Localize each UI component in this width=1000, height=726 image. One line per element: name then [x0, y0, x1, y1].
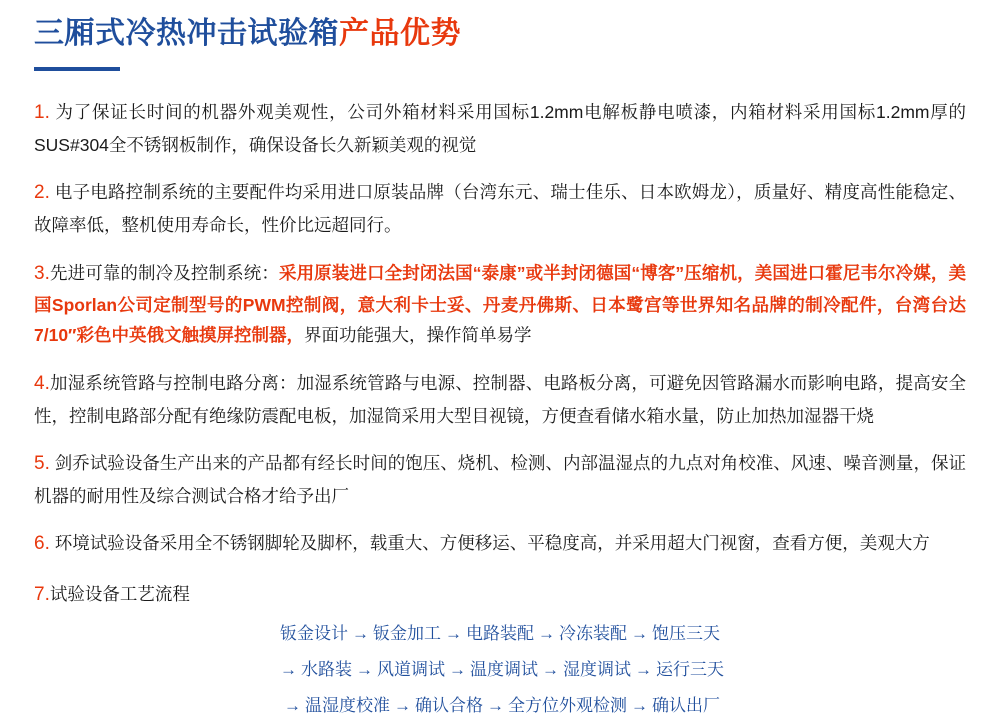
flow-step: 确认合格 [415, 696, 483, 716]
flow-arrow-icon: → [394, 696, 411, 716]
title-block [34, 0, 966, 71]
item-number: 5. [34, 453, 50, 475]
item-number: 3. [34, 262, 50, 284]
flow-step: 饱压三天 [652, 624, 720, 644]
list-item [34, 528, 966, 561]
flow-arrow-icon: → [445, 624, 462, 644]
item-text: 试验设备工艺流程 [49, 583, 190, 604]
flow-arrow-icon: → [284, 696, 301, 716]
item-text: 电子电路控制系统的主要配件均采用进口原装品牌（台湾东元、瑞士佳乐、日本欧姆龙），质量好、精度高性能稳定、故障率低，整机使用寿命长，性价比远超同行。 [34, 182, 966, 235]
flow-step: 运行三天 [656, 660, 724, 680]
list-item [34, 97, 966, 160]
page-title [34, 14, 966, 53]
flow-step: 温湿度校准 [305, 696, 390, 716]
flow-arrow-icon: → [280, 660, 297, 680]
item-number: 1. [34, 102, 50, 123]
flow-step: 电路装配 [466, 624, 534, 644]
advantages-list [34, 97, 966, 611]
flow-step: 确认出厂 [652, 696, 720, 716]
flow-arrow-icon: → [487, 696, 504, 716]
list-item [34, 177, 966, 240]
flow-step: 钣金加工 [373, 624, 441, 644]
item-number: 7. [34, 583, 50, 605]
flow-step: 温度调试 [470, 660, 538, 680]
title-underline-rule [34, 67, 120, 71]
flow-row [34, 652, 966, 688]
item-text: 加湿系统管路与控制电路分离：加湿系统管路与电源、控制器、电路板分离，可避免因管路漏水而影响电路，提高安全性，控制电路部分配有绝缘防震配电板，加湿筒采用大型目视镜，方便查看储水箱水量，防止加热加湿器干烧 [34, 372, 966, 426]
flow-arrow-icon: → [356, 660, 373, 680]
flow-arrow-icon: → [635, 660, 652, 680]
page-title-blue: 三厢式冷热冲击试验箱 [34, 17, 339, 50]
list-item [34, 258, 966, 351]
item-number: 6. [34, 533, 50, 555]
item-text: 为了保证长时间的机器外观美观性，公司外箱材料采用国标1.2mm电解板静电喷漆，内箱材料采用国标1.2mm厚的SUS#304全不锈钢板制作，确保设备长久新颖美观的视觉 [34, 102, 966, 155]
flow-arrow-icon: → [352, 624, 369, 644]
item-number: 4. [34, 372, 50, 394]
page-title-red: 产品优势 [339, 17, 461, 50]
flow-step: 全方位外观检测 [508, 696, 627, 716]
flow-step: 湿度调试 [563, 660, 631, 680]
process-flow-diagram [34, 616, 966, 724]
item-text-after: 界面功能强大，操作简单易学 [303, 325, 532, 346]
flow-step: 冷冻装配 [559, 624, 627, 644]
item-text: 环境试验设备采用全不锈钢脚轮及脚杯，载重大、方便移运、平稳度高，并采用超大门视窗，查看方便，美观大方 [49, 533, 930, 554]
flow-arrow-icon: → [449, 660, 466, 680]
item-text: 先进可靠的制冷及控制系统： [49, 262, 279, 283]
item-text: 剑乔试验设备生产出来的产品都有经长时间的饱压、烧机、检测、内部温湿点的九点对角校准、风速、噪音测量，保证机器的耐用性及综合测试合格才给予出厂 [34, 453, 966, 506]
item-number: 2. [34, 182, 50, 204]
list-item [34, 368, 966, 431]
flow-step: 水路装 [301, 660, 352, 680]
flow-step: 钣金设计 [280, 624, 348, 644]
flow-arrow-icon: → [631, 696, 648, 716]
flow-row [34, 616, 966, 652]
flow-row [34, 688, 966, 724]
flow-step: 风道调试 [377, 660, 445, 680]
flow-arrow-icon: → [542, 660, 559, 680]
list-item [34, 448, 966, 511]
flow-arrow-icon: → [631, 624, 648, 644]
flow-arrow-icon: → [538, 624, 555, 644]
list-item [34, 579, 966, 612]
item-highlight-text: 采用原装进口全封闭法国“泰康”或半封闭德国“博客”压缩机，美国进口霍尼韦尔冷媒，美国Sporlan公司定制型号的PWM控制阀，意大利卡士妥、丹麦丹佛斯、日本鹭宫等世界知名品牌的制冷配件，台湾台达7/10″彩色中英俄文触摸屏控制器， [34, 262, 966, 346]
